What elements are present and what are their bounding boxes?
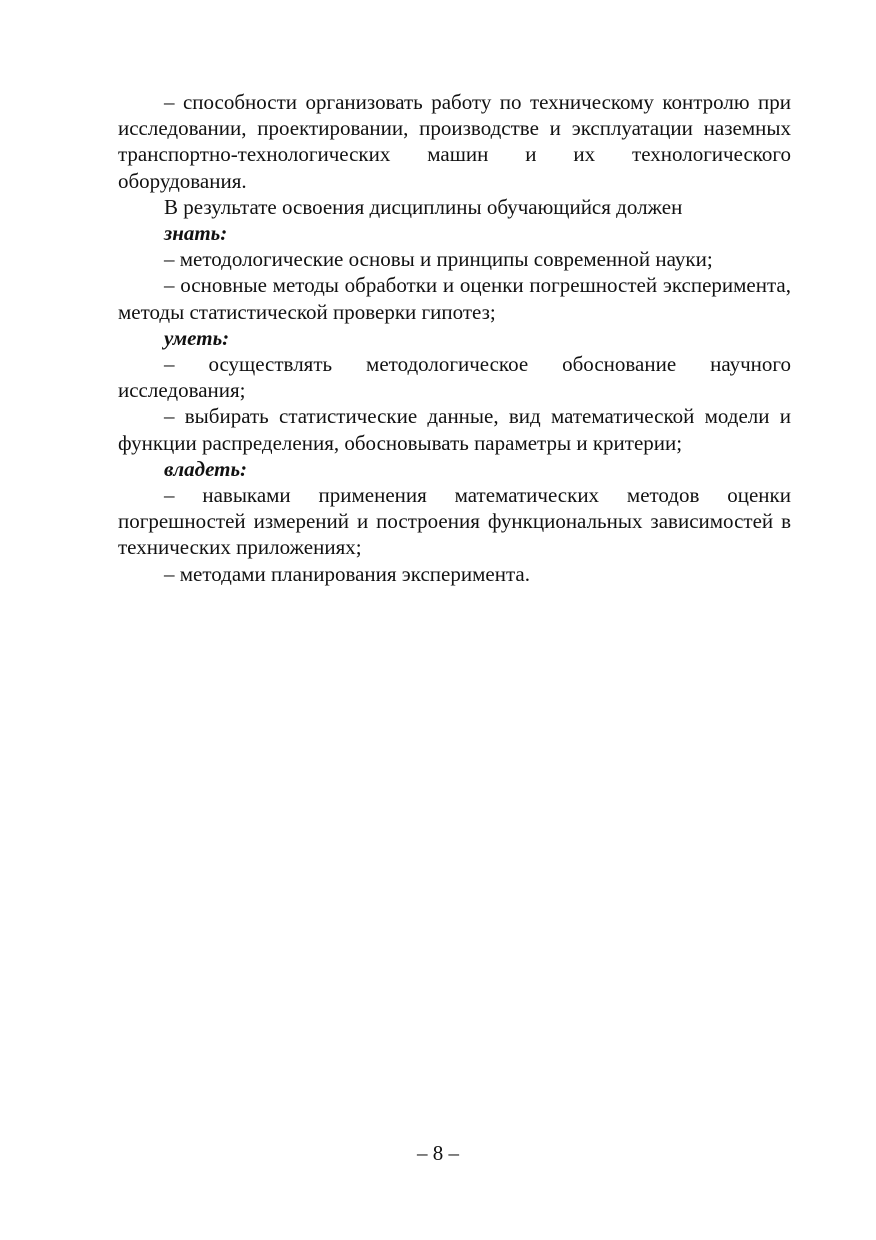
able-item-1: – осуществлять методологическое обоснование научного исследования;	[118, 352, 791, 403]
page-number: – 8 –	[417, 1141, 459, 1165]
know-item-2: – основные методы обработки и оценки погрешностей эксперимента, методы статистической проверки гипотез;	[118, 273, 791, 324]
able-item-2: – выбирать статистические данные, вид математической модели и функции распределения, обосновывать параметры и критерии;	[118, 404, 791, 455]
master-item-2: – методами планирования эксперимента.	[164, 561, 530, 586]
competence-item-control: – способности организовать работу по техническому контролю при исследовании, проектировании, производстве и эксплуатации наземных транспортно-технологических машин и их технологического оборудования.	[118, 90, 791, 193]
master-item-1: – навыками применения математических методов оценки погрешностей измерений и построения функциональных зависимостей в технических приложениях;	[118, 483, 791, 560]
know-item-1: – методологические основы и принципы современной науки;	[164, 247, 713, 272]
able-heading: уметь:	[164, 325, 230, 350]
document-body	[118, 89, 791, 587]
know-heading: знать:	[164, 221, 228, 246]
learning-outcomes-intro: В результате освоения дисциплины обучающийся должен	[164, 194, 683, 219]
master-heading: владеть:	[164, 456, 248, 481]
